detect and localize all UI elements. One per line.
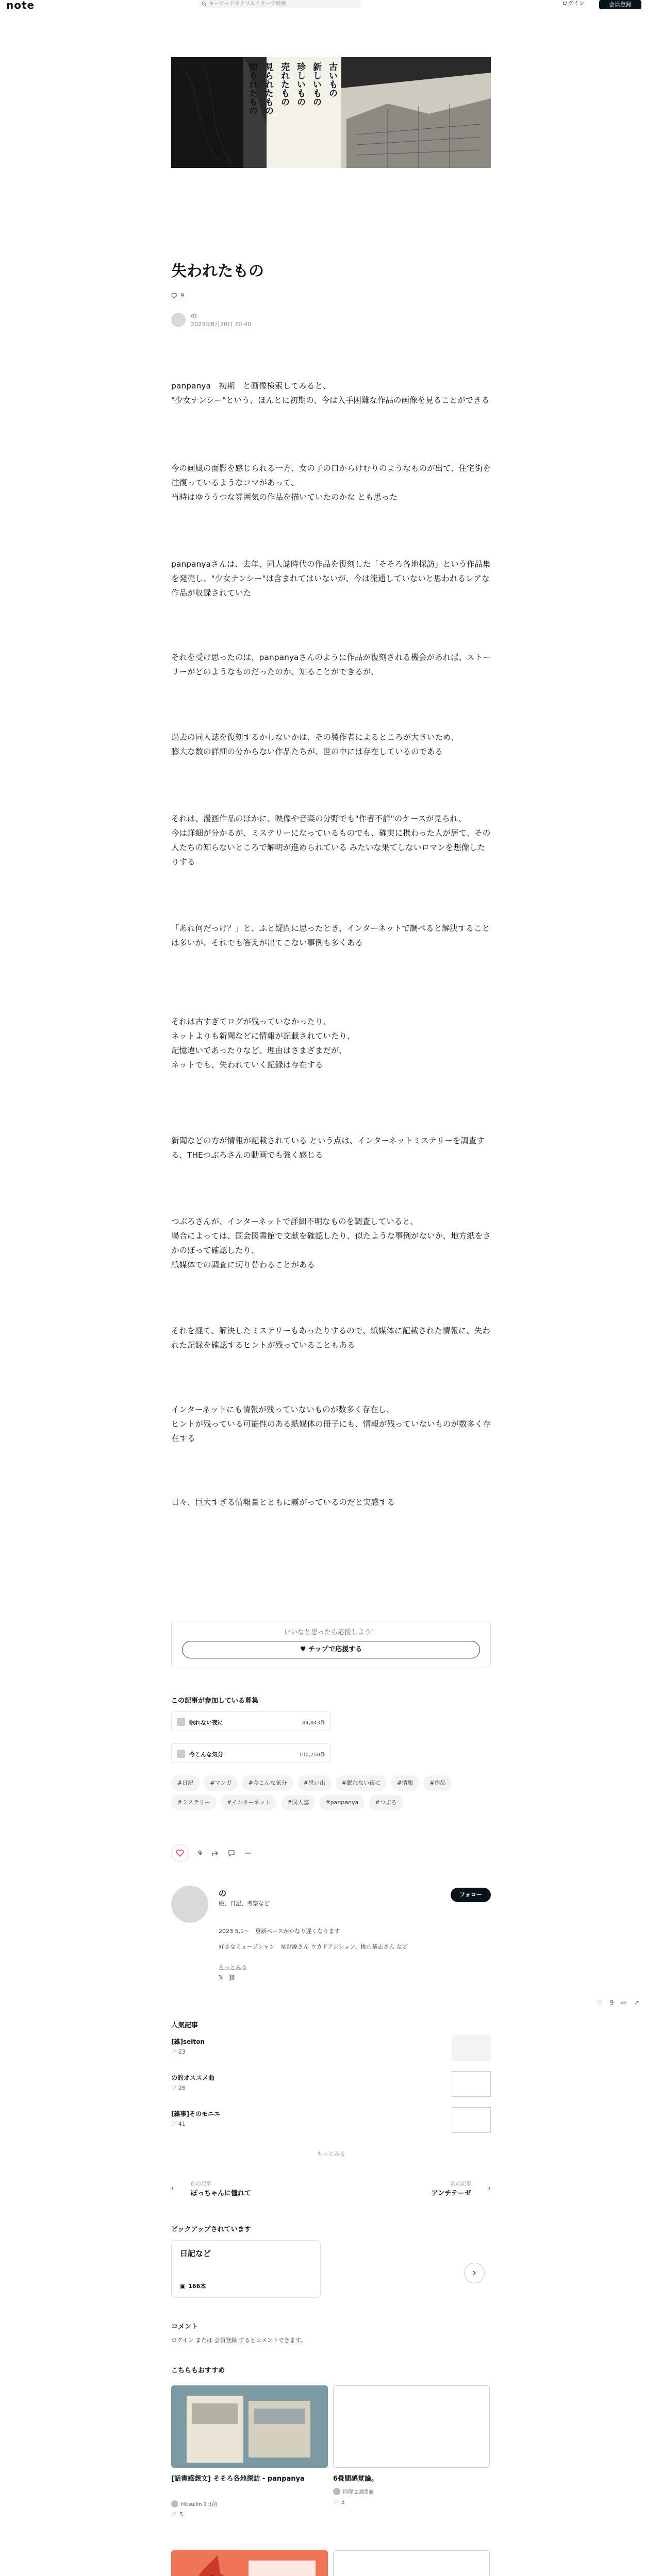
heart-icon bbox=[171, 293, 177, 299]
tag-chip[interactable]: #同人誌 bbox=[281, 1795, 315, 1810]
popular-thumbnail bbox=[452, 2071, 491, 2097]
heart-icon: ♡ bbox=[171, 2048, 176, 2055]
like-count: 23 bbox=[178, 2048, 186, 2055]
tag-chip[interactable]: #日記 bbox=[171, 1775, 200, 1791]
books-image bbox=[171, 2385, 328, 2468]
like-count: 26 bbox=[178, 2084, 186, 2091]
card-author: Hitsuilin 1日前 bbox=[171, 2500, 217, 2507]
tag-chip[interactable]: #つぶろ bbox=[369, 1795, 403, 1810]
like-count-top[interactable] bbox=[171, 292, 184, 299]
creator-avatar[interactable] bbox=[171, 1886, 208, 1923]
popular-title: [雑事]そのモニエ bbox=[171, 2110, 220, 2117]
paragraph: 日々、巨大すぎる情報量とともに霧がっているのだと実感する bbox=[171, 1498, 395, 1507]
comment-icon[interactable]: ▭ bbox=[621, 1999, 627, 2006]
popular-likes bbox=[171, 2084, 186, 2091]
magazine-icon bbox=[177, 1718, 185, 1726]
card-thumbnail bbox=[171, 2550, 328, 2576]
author-name[interactable]: の bbox=[191, 312, 197, 319]
like-count: 9 bbox=[180, 292, 184, 299]
prev-article-link[interactable]: ぽっちゃんに憧れて bbox=[191, 2190, 252, 2197]
magazine-card[interactable] bbox=[171, 1743, 331, 1763]
pickup-next-button[interactable] bbox=[464, 2263, 485, 2283]
popular-thumbnail bbox=[452, 2035, 491, 2061]
popular-item[interactable] bbox=[171, 2035, 491, 2066]
popular-title: の的オススメ曲 bbox=[171, 2074, 214, 2081]
card-likes: ♡ 5 bbox=[171, 2511, 183, 2518]
comment-login-prompt[interactable]: ログイン または 会員登録 するとコメントできます。 bbox=[171, 2337, 307, 2344]
paragraph: 過去の同人誌を復刻するかしないかは、その製作者によるところが大きいため、 膨大な数の詳細の分からない作品たちが、世の中には存在しているのである bbox=[171, 733, 459, 756]
creator-name[interactable]: の bbox=[219, 1889, 227, 1898]
tag-chip[interactable]: #眠れない夜に bbox=[336, 1775, 387, 1791]
heart-icon[interactable]: ♡ bbox=[597, 1999, 603, 2006]
creator-note: 2023 5,1〜 更新ペースがかなり遅くなります bbox=[219, 1928, 340, 1935]
heart-icon bbox=[176, 1849, 184, 1857]
recommended-card[interactable] bbox=[333, 2385, 490, 2519]
support-box bbox=[171, 1621, 491, 1667]
popular-likes bbox=[171, 2048, 186, 2055]
card-thumbnail bbox=[171, 2385, 328, 2468]
magazine-count: 100,750件 bbox=[299, 1752, 325, 1758]
recommended-heading: こちらもおすすめ bbox=[171, 2367, 225, 2375]
side-actions bbox=[597, 1999, 639, 2006]
share-icon[interactable] bbox=[211, 1850, 219, 1857]
pickup-card[interactable] bbox=[171, 2240, 321, 2298]
paragraph: panpanyaさんは、去年、同人誌時代の作品を復刻した「そそろ各地探訪」という作品集を発売し、"少女ナンシー"は含まれてはいないが、今は流通していないと思われるレアな作品が収録されていた bbox=[171, 560, 491, 598]
tip-button-label: チップで応援する bbox=[308, 1646, 362, 1653]
popular-title: [雑]seiton bbox=[171, 2038, 205, 2045]
more-options-icon[interactable] bbox=[244, 1850, 252, 1857]
paragraph: 「あれ何だっけ？」と、ふと疑問に思ったとき、インターネットで調べると解決することは多いが、それでも答えが出てこない事例も多くある bbox=[171, 924, 490, 947]
avatar bbox=[171, 2500, 178, 2507]
heart-icon: ♡ bbox=[333, 2499, 338, 2505]
card-title: 6畳間感覚論。 bbox=[333, 2475, 378, 2483]
side-like-count: 9 bbox=[609, 1999, 614, 2006]
top-header bbox=[0, 0, 662, 11]
pickup-title: 日記など bbox=[180, 2249, 211, 2258]
paragraph: それは古すぎてログが残っていなかったり、 ネットよりも新聞などに情報が記載されていたり、 記憶違いであったりなど、理由はさまざまだが、 ネットでも、失われていく記録は存在する bbox=[171, 1017, 355, 1070]
heart-icon: ♡ bbox=[171, 2084, 176, 2091]
magazine-card[interactable] bbox=[171, 1711, 331, 1731]
popular-likes bbox=[171, 2121, 186, 2127]
recommended-card[interactable] bbox=[171, 2385, 328, 2519]
search-icon bbox=[202, 2, 207, 7]
magazine-heading: この記事が参加している募集 bbox=[171, 1697, 259, 1705]
article-title: 失われたもの bbox=[171, 262, 264, 280]
pickup-heading: ピックアップされています bbox=[171, 2226, 251, 2233]
tag-chip[interactable]: #ミステリー bbox=[171, 1795, 217, 1810]
card-likes: ♡ 5 bbox=[333, 2499, 345, 2505]
magazine-icon bbox=[177, 1750, 185, 1758]
chevron-left-icon[interactable]: ‹ bbox=[171, 2184, 174, 2193]
tag-chip[interactable]: #情報 bbox=[391, 1775, 419, 1791]
like-button[interactable] bbox=[171, 1844, 189, 1862]
tag-chip[interactable]: #思い出 bbox=[297, 1775, 332, 1791]
tag-list bbox=[171, 1775, 491, 1810]
popular-show-more[interactable]: もっとみる bbox=[317, 2150, 345, 2157]
article-hero-image bbox=[171, 57, 491, 168]
tag-chip[interactable]: #今こんな気分 bbox=[242, 1775, 293, 1791]
avatar[interactable] bbox=[171, 313, 186, 327]
magazine-icon: ▣ bbox=[180, 2282, 186, 2290]
link-icon[interactable]: ⛓ bbox=[228, 1974, 236, 1981]
paragraph: それを受け思ったのは、panpanyaさんのように作品が復刻される機会があれば、ストーリーがどのようなものだったのか、知ることができるが、 bbox=[171, 653, 491, 676]
search-placeholder: キーワードやクリエイターで検索 bbox=[209, 1, 286, 7]
paragraph: 新聞などの方が情報が記載されている という点は、インターネットミステリーを調査する、THEつぶろさんの動画でも強く感じる bbox=[171, 1136, 485, 1160]
card-thumbnail bbox=[333, 2385, 490, 2468]
tag-chip[interactable]: #作品 bbox=[423, 1775, 452, 1791]
like-count: 41 bbox=[178, 2121, 186, 2127]
x-icon[interactable]: 𝕏 bbox=[219, 1974, 223, 1981]
comment-icon[interactable] bbox=[228, 1850, 235, 1857]
author-byline[interactable] bbox=[171, 311, 251, 328]
note-logo[interactable]: note bbox=[6, 0, 35, 11]
hero-vertical-text: 古いもの 新しいもの 珍しいもの 売れたもの 見られたもの 知られたもの bbox=[247, 62, 337, 115]
tag-chip[interactable]: #panpanya bbox=[319, 1795, 365, 1810]
paragraph: panpanya 初期 と画像検索してみると、 "少女ナンシー"という、ほんとに初期の、今は入手困難な作品の画像を見ることができる bbox=[171, 381, 489, 405]
creator-more-link[interactable]: もっとみる bbox=[219, 1964, 247, 1971]
recommended-card[interactable] bbox=[171, 2550, 328, 2576]
magazine-title: 今こんな気分 bbox=[189, 1751, 223, 1758]
creator-social bbox=[219, 1974, 236, 1981]
comment-heading: コメント bbox=[171, 2323, 198, 2331]
next-article-link[interactable]: アンチテーゼ bbox=[431, 2190, 471, 2197]
popular-item[interactable] bbox=[171, 2071, 491, 2102]
tag-chip[interactable]: #マンガ bbox=[204, 1775, 238, 1791]
like-count: 9 bbox=[198, 1850, 202, 1857]
heart-icon: ♡ bbox=[171, 2121, 176, 2127]
magazine-count: 84,843件 bbox=[302, 1720, 325, 1726]
popular-item[interactable] bbox=[171, 2107, 491, 2138]
creator-bio: 絵、日記、考察など bbox=[219, 1900, 270, 1907]
signup-button[interactable]: 会員登録 bbox=[599, 0, 641, 9]
support-message: いいなと思ったら応援しよう！ bbox=[284, 1629, 378, 1636]
paragraph: それを経て、解決したミステリーもあったりするので、紙媒体に記載された情報に、失われた記録を確認するヒントが残っていることもある bbox=[171, 1326, 490, 1350]
popular-heading: 人気記事 bbox=[171, 2022, 198, 2029]
creator-profile bbox=[171, 1886, 491, 2009]
share-icon[interactable]: ↗ bbox=[634, 1999, 639, 2006]
next-label: 次の記事 bbox=[451, 2181, 471, 2187]
search-input[interactable] bbox=[198, 0, 361, 8]
paragraph: インターネットにも情報が残っていないものが数多く存在し、 ヒントが残っている可能性のある紙媒体の冊子にも、情報が残っていないものが数多く存在する bbox=[171, 1405, 491, 1443]
paragraph: 今の画風の面影を感じられる一方、女の子の口からけむりのようなものが出て、住宅街を往復っているようなコマがあって、 当時はゆううつな雰囲気の作品を描いていたのかな とも思った bbox=[171, 464, 491, 502]
tip-button[interactable] bbox=[182, 1641, 480, 1658]
tag-chip[interactable]: #インターネット bbox=[221, 1795, 277, 1810]
chevron-right-icon bbox=[472, 2270, 477, 2276]
paragraph: つぶろさんが、インターネットで詳細不明なものを調査していると、 場合によっては、国会図書館で文献を確認したり、似たような事例がないか、地方紙をさかのぼって確認したり、 紙媒体での調査に切り替わることがある bbox=[171, 1217, 491, 1269]
paragraph: それは、漫画作品のほかに、映像や音楽の分野でも"作者不詳"のケースが見られ、 今は詳細が分かるが、ミステリーになっているものでも、確実に携わった人が居て、その人たちの知らないところで解明が進められている みたいな果てしないロマンを想像したりする bbox=[171, 814, 491, 867]
recommended-card[interactable] bbox=[333, 2550, 490, 2576]
chevron-right-icon[interactable]: › bbox=[488, 2184, 491, 2193]
card-author: 阿保 2週間前 bbox=[333, 2487, 374, 2495]
prev-label: 前の記事 bbox=[191, 2181, 211, 2187]
tip-icon: ♥ bbox=[300, 1646, 309, 1653]
article-actions bbox=[171, 1844, 491, 1862]
publish-date: 2023年8月20日 20:40 bbox=[191, 321, 252, 328]
illustration-image bbox=[171, 2550, 328, 2576]
card-thumbnail bbox=[333, 2550, 490, 2576]
popular-thumbnail bbox=[452, 2107, 491, 2133]
pickup-count: ▣ 166本 bbox=[180, 2282, 206, 2290]
avatar bbox=[333, 2488, 340, 2495]
card-title: [話書感想文] そそろ各地探訪 - panpanya bbox=[171, 2475, 305, 2483]
heart-icon: ♡ bbox=[171, 2511, 176, 2518]
prev-next-nav bbox=[171, 2175, 491, 2203]
follow-button[interactable]: フォロー bbox=[451, 1888, 491, 1902]
magazine-title: 眠れない夜に bbox=[189, 1719, 223, 1726]
login-link[interactable]: ログイン bbox=[562, 0, 585, 7]
creator-favorites: 好きなミュージシャン 星野源さん ウカドアジション、桃山基志さん など bbox=[219, 1943, 408, 1950]
